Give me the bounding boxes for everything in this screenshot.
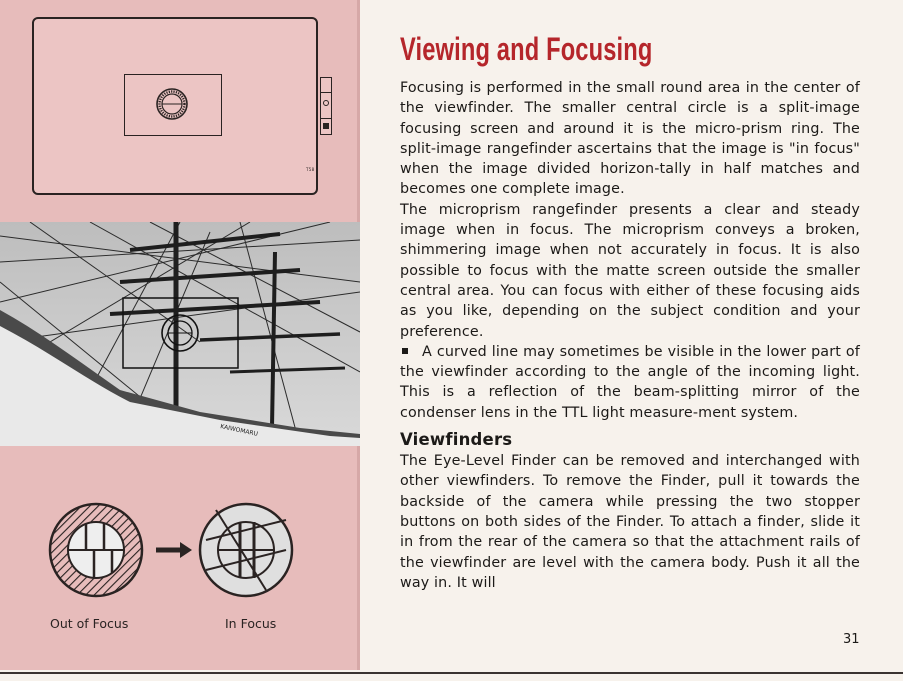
paragraph-focusing: Focusing is performed in the small round area in the center of the viewfinder. The smaller central circle is a split-image focusing screen and around it is the micro-prism ring. The split-image rangefinder ascertains that the image is "in focus" when the image divided horizon-tally in half matches and becomes one complete image. <box>400 80 860 198</box>
focusing-circle-icon <box>34 19 316 193</box>
gauge-marks <box>321 78 331 134</box>
viewfinder-label: T58 <box>306 167 315 172</box>
page-bottom-rule <box>0 672 903 674</box>
section-heading-viewfinders: Viewfinders <box>400 430 513 450</box>
text-column <box>400 30 860 593</box>
caption-out-of-focus: Out of Focus <box>50 616 129 631</box>
page-title: Viewing and Focusing <box>400 31 653 67</box>
viewfinder-diagram <box>32 17 318 195</box>
caption-in-focus: In Focus <box>225 616 277 631</box>
bullet-square-icon <box>402 348 408 354</box>
ship-name-lettering: KAIWOMARU <box>219 423 259 438</box>
note-paragraph <box>400 342 860 423</box>
exposure-gauge <box>320 77 332 135</box>
note-text: A curved line may sometimes be visible in the lower part of the viewfinder according to the angle of the incoming light. This is a reflection of the beam-splitting mirror of the condenser lens in the TTL light measure-ment system. <box>400 343 860 421</box>
paragraph-microprism: The microprism rangefinder presents a clear and steady image when in focus. The microprism conveys a broken, shimmering image when not accurately in focus. It is also possible to focus with the matte screen outside the smaller central area. You can focus with either of these focusing aids as you like, depending on the subject condition and your preference. <box>400 201 860 340</box>
in-focus-icon <box>200 504 292 596</box>
page-number: 31 <box>843 632 860 647</box>
illustration-column <box>0 0 360 670</box>
out-of-focus-icon <box>50 504 142 596</box>
paragraph-viewfinders: The Eye-Level Finder can be removed and interchanged with other viewfinders. To remove the Finder, pull it towards the backside of the camera while pressing the two stopper buttons on both sides of the Finder. To attach a finder, slide it in from the rear of the camera so that the attachment rails of the viewfinder are level with the camera body. Push it all the way in. It will <box>400 453 860 591</box>
ship-photo <box>0 222 360 446</box>
arrow-right-icon <box>156 542 192 558</box>
